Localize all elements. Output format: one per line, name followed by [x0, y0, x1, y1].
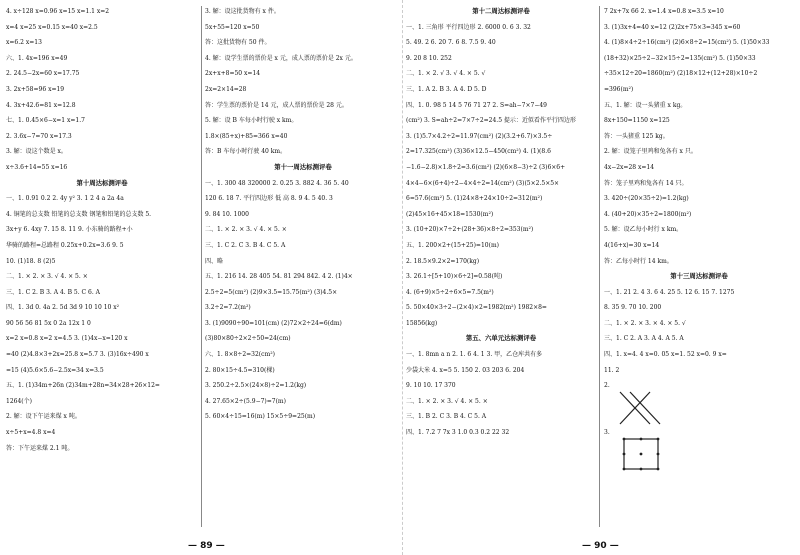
answer-text: 1264(个)	[6, 397, 32, 405]
answer-text: 3. 26.1÷[5+10)×6÷2]=0.58(吨)	[406, 273, 503, 281]
answer-line	[205, 82, 401, 98]
answer-text: 6=57.6(cm²) 5. (1)24×8+24×10÷2=312(m²)	[406, 195, 543, 203]
answer-text: 5. 解：设乙每小时行 x km。	[604, 226, 683, 234]
answer-line	[604, 285, 794, 301]
answer-text: 三、1. C 2. A 3. A 4. A 5. A	[604, 335, 684, 343]
answer-line	[604, 160, 794, 176]
answer-text: 11. 2	[604, 366, 620, 374]
answer-text: 二、1. × 2. × 3. √ 4. × 5. ×	[205, 226, 287, 234]
answer-text: 3. (10+20)×7÷2+(28+36)×8÷2=353(m²)	[406, 226, 534, 234]
answer-text: 4×4−6×(6+4)÷2−4×4÷2=14(cm²) (3)(5×2.5×5×	[406, 179, 560, 187]
column-divider	[201, 6, 202, 527]
answer-line	[406, 20, 596, 36]
answer-line	[205, 98, 401, 114]
grid-dot	[623, 467, 626, 470]
answer-line	[406, 409, 596, 425]
answer-text: 7 2x+7x 66 2. x=1.4 x=0.8 x=3.5 x=10	[604, 8, 724, 15]
answer-line	[205, 254, 401, 270]
answer-text: 一、1. 0.91 0.2 2. 4y y² 3. 1 2 4 a 2a 4a	[6, 195, 124, 203]
answer-text: x=2 x=0.8 x=2 x=4.5 3. (1)4x−x=120 x	[6, 335, 128, 343]
answer-text: 2x+x+8=50 x=14	[205, 70, 261, 78]
answer-line	[604, 20, 794, 36]
answer-text: 1.8×(85+x)+85=366 x=40	[205, 132, 288, 140]
answer-line	[205, 238, 401, 254]
answer-text: ÷35×12÷20=1860(m²) (2)18×12+(12+28)×10÷2	[604, 70, 758, 78]
answer-text: 3. 420÷(20×35÷2)=1.2(kg)	[604, 195, 689, 203]
section-heading	[406, 4, 596, 20]
answer-text: 3.2÷2=7.2(m²)	[205, 304, 251, 312]
answer-text: 七、1. 0.45×6−x=1 x=1.7	[6, 117, 85, 125]
answer-text: x=4 x=25 x=0.15 x=40 x=2.5	[6, 23, 98, 31]
answer-line	[6, 347, 198, 363]
answer-line	[205, 331, 401, 347]
answer-line	[406, 82, 596, 98]
answer-text: 5x+55=120 x=50	[205, 23, 260, 31]
answer-text: 2. 解：设笼子里鸡和兔各有 x 只。	[604, 148, 697, 156]
answer-text: 少袋大米 4. x=5 5. 150 2. 03 203 6. 204	[406, 366, 525, 374]
answer-text: 答：下午运来煤 2.1 吨。	[6, 444, 74, 452]
answer-line	[6, 394, 198, 410]
answer-text: 答：乙每小时行 14 km。	[604, 257, 673, 265]
square-dot-grid-figure	[616, 435, 676, 475]
answer-line	[205, 51, 401, 67]
answer-text: 2=17.325(cm²) (3)36×12.5−450(cm²) 4. (1)(8.6	[406, 148, 551, 156]
section-heading	[406, 331, 596, 347]
answer-text: 三、1. C 2. B 3. A 4. B 5. C 6. A	[6, 288, 100, 296]
answer-text: 8x+150=1150 x=125	[604, 117, 670, 125]
answer-line	[604, 129, 794, 145]
answer-text: 第五、六单元达标测评卷	[465, 334, 537, 343]
answer-text: 4. (6+9)×5÷2÷6×5=7.5(m²)	[406, 288, 494, 296]
grid-dot	[623, 437, 626, 440]
column-4	[604, 4, 794, 533]
answer-line	[205, 191, 401, 207]
answer-line	[406, 113, 596, 129]
answer-text: 3. 250.2÷2.5×(24×8)÷2=1.2(kg)	[205, 382, 307, 390]
answer-line	[604, 254, 794, 270]
answer-text: 四、1. 0. 98 5 14 5 76 71 27 2. S=ah−7×7−49	[406, 101, 547, 109]
answer-text: 四、1. 7.2 7 7x 3 1.0 0.3 0.2 22 32	[406, 429, 510, 437]
answer-line	[205, 4, 401, 20]
answer-line	[604, 222, 794, 238]
answer-text: 一、1. 8mn a n 2. 1. 6 4. 1 3. 甲，乙仓库共有多	[406, 351, 543, 359]
answer-line	[604, 331, 794, 347]
answer-line	[6, 207, 198, 223]
answer-text: 4(16+x)=30 x=14	[604, 241, 660, 249]
answer-text: =15 (4)5.6×5.6−2.5x=34 x=3.5	[6, 366, 104, 374]
answer-text: 五、1. 216 14. 28 405 54. 81 294 842. 4 2. (1)4×	[205, 273, 353, 281]
answer-line	[406, 425, 596, 441]
grid-dot	[657, 467, 660, 470]
answer-line	[205, 176, 401, 192]
answer-line	[205, 347, 401, 363]
answer-text: 5. 60×4÷15=16(m) 15×5÷9=25(m)	[205, 413, 316, 421]
answer-text: 3. (1)9090÷90=101(cm) (2)72×2÷24=6(dm)	[205, 319, 342, 327]
answer-text: 五、1. (1)34m+26n (2)34m+28n=34×28+26×12=	[6, 382, 160, 390]
answer-text: 3. 2x+58=96 x=19	[6, 85, 65, 93]
answer-line	[406, 347, 596, 363]
answer-line	[406, 269, 596, 285]
answer-text: 二、1. × 2. × 3. √ 4. × 5. ×	[406, 397, 488, 405]
section-heading	[6, 176, 198, 192]
answer-text: −1.6−2.8)×1.8÷2=3.6(cm²) (2)(6×8−3)÷2 (3)6×6+	[406, 163, 566, 171]
answer-text: 3. 解：设这批货物有 x 件。	[205, 8, 280, 15]
answer-text: 2. 18.5×9.2×2=170(kg)	[406, 257, 480, 265]
answer-text: 15856(kg)	[406, 319, 438, 327]
answer-line	[6, 66, 198, 82]
answer-text: 2.5÷2=5(cm²) (2)9×3.5=15.75(m²) (3)4.5×	[205, 288, 338, 296]
column-1	[6, 4, 198, 533]
grid-dot	[640, 452, 643, 455]
answer-text: =40 (2)4.8×3+2x=25.8 x=5.7 3. (3)16x÷490 x	[6, 351, 149, 359]
answer-text: 9. 20 8 10. 252	[406, 54, 452, 62]
answer-line	[604, 113, 794, 129]
answer-line	[406, 51, 596, 67]
answer-line	[604, 191, 794, 207]
answer-text: 二、1. × 2. × 3. × 4. × 5. √	[604, 319, 686, 327]
answer-text: 9. 10 10. 17 370	[406, 382, 456, 390]
answer-line	[6, 160, 198, 176]
answer-text: 2.	[604, 382, 610, 390]
answer-text: (3)80×80÷2×2÷50=24(cm)	[205, 335, 291, 343]
answer-text: 4. 3x+42.6=81 x=12.8	[6, 101, 76, 109]
answer-line	[205, 409, 401, 425]
answer-line	[406, 129, 596, 145]
answer-text: =396(m²)	[604, 85, 634, 93]
answer-line	[604, 300, 794, 316]
answer-text: 五、1. 200×2+(15+25)=10(m)	[406, 241, 499, 249]
answer-text: (2)45×16+45×18=1530(m²)	[406, 210, 494, 218]
answer-text: 一、1. 21 2. 4 3. 6 4. 25 5. 12 6. 15 7. 1275	[604, 288, 735, 296]
answer-line	[205, 394, 401, 410]
answer-line	[604, 35, 794, 51]
answer-line	[205, 113, 401, 129]
answer-line	[6, 254, 198, 270]
answer-line	[406, 35, 596, 51]
answer-line	[6, 441, 198, 457]
grid-dot	[640, 437, 643, 440]
answer-line	[6, 363, 198, 379]
answer-line	[604, 66, 794, 82]
answer-text: x=6.2 x=13	[6, 39, 42, 47]
answer-text: 4. (40+20)×35÷2=1800(m²)	[604, 210, 692, 218]
answer-line	[406, 394, 596, 410]
answer-text: 第十三周达标测评卷	[670, 272, 728, 281]
answer-text: 3x+y 6. 4xy 7. 15 8. 11 9. 小东骑的路程+小	[6, 226, 133, 234]
column-2	[205, 4, 401, 533]
answer-text: 答：一头猪重 125 kg。	[604, 132, 669, 140]
answer-text: (cm²) 3. S=ah÷2=7×7÷2=24.5 提示：近似看作平行四边形	[406, 117, 576, 125]
answer-line	[6, 82, 198, 98]
section-heading	[604, 269, 794, 285]
answer-line	[205, 207, 401, 223]
answer-text: 2. 24.5−2x=60 x=17.75	[6, 70, 80, 78]
answer-line	[6, 4, 198, 20]
answer-text: 3.	[604, 429, 610, 437]
answer-text: 三、1. C 2. C 3. B 4. C 5. A	[205, 241, 286, 249]
answer-line	[604, 98, 794, 114]
answer-text: 10. (1)18. 8 (2)5	[6, 257, 56, 265]
answer-line	[406, 285, 596, 301]
answer-text: 2. 3.6x−7=70 x=17.3	[6, 132, 72, 140]
answer-line	[205, 316, 401, 332]
answer-text: 5. 49. 2 6. 20 7. 6 8. 7.5 9. 40	[406, 39, 496, 47]
answer-line	[6, 35, 198, 51]
grid-dot	[640, 467, 643, 470]
answer-text: 4. 解：设学生票的票价是 x 元，成人票的票价是 2x 元。	[205, 54, 357, 62]
answer-line	[205, 363, 401, 379]
grid-dot	[657, 452, 660, 455]
answer-line	[406, 98, 596, 114]
answer-text: 答：B 车每小时行驶 40 km。	[205, 148, 287, 156]
page-number-right: — 90 —	[582, 541, 619, 551]
answer-line	[406, 176, 596, 192]
answer-text: 六、1. 8×8÷2=32(cm²)	[205, 351, 275, 359]
answer-line	[406, 300, 596, 316]
answer-text: 三、1. A 2. B 3. A 4. D 5. D	[406, 85, 487, 93]
answer-line	[205, 222, 401, 238]
answer-text: 四、略	[205, 257, 224, 265]
section-heading	[205, 160, 401, 176]
answer-line	[406, 144, 596, 160]
answer-text: 90 56 56 81 5x 0 2a 12x 1 0	[6, 319, 91, 327]
answer-line	[406, 254, 596, 270]
answer-line	[6, 129, 198, 145]
answer-line	[205, 66, 401, 82]
answer-text: 5. 50×40×3÷2−(2×4)×2=1982(m²) 1982×8=	[406, 304, 547, 312]
answer-text: 120 6. 18 7. 平行四边形 低 高 8. 9 4. 5 40. 3	[205, 195, 333, 203]
column-3	[406, 4, 596, 533]
answer-line	[406, 66, 596, 82]
answer-text: 4. (1)8×4÷2÷16(cm²) (2)6×8÷2=15(cm²) 5. (1)50×33	[604, 39, 770, 47]
answer-line	[406, 238, 596, 254]
answer-line	[6, 378, 198, 394]
answer-text: 2x=2×14=28	[205, 85, 247, 93]
answer-line	[6, 144, 198, 160]
answer-line	[205, 129, 401, 145]
answer-line	[406, 363, 596, 379]
answer-text: 六、1. 4x=196 x=49	[6, 54, 68, 62]
answer-line	[205, 269, 401, 285]
answer-text: 二、1. × 2. √ 3. √ 4. × 5. √	[406, 70, 486, 78]
answer-line	[604, 51, 794, 67]
answer-text: 3. (1)3x+4=40 x=12 (2)2x+75×3=345 x=60	[604, 23, 741, 31]
answer-text: 一、1. 三角形 平行四边形 2. 6000 0. 6 3. 32	[406, 23, 531, 31]
answer-line	[406, 222, 596, 238]
answer-line	[406, 316, 596, 332]
answer-line	[604, 347, 794, 363]
answer-line	[604, 4, 794, 20]
answer-line	[406, 160, 596, 176]
grid-dot	[657, 437, 660, 440]
answer-text: 一、1. 300 48 320000 2. 0.25 3. 882 4. 36 5. 40	[205, 179, 349, 187]
answer-text: 9. 84 10. 1000	[205, 210, 249, 218]
answer-text: (18+32)×25÷2−32×15÷2=135(cm²) 5. (1)50×33	[604, 54, 756, 62]
answer-text: 4. x÷128 x=0.96 x=15 x=1.1 x=2	[6, 8, 110, 15]
answer-text: 4x−2x=28 x=14	[604, 163, 655, 171]
answer-line	[205, 300, 401, 316]
answer-line	[6, 269, 198, 285]
answer-line	[406, 378, 596, 394]
answer-text: 第十周达标测评卷	[76, 178, 128, 187]
answer-line	[604, 82, 794, 98]
answer-text: 第十一周达标测评卷	[274, 162, 332, 171]
answer-text: 3. (1)5.7×4.2÷2=11.97(cm²) (2)(3.2+6.7)×3.5÷	[406, 132, 553, 140]
answer-text: 华骑的路程=总路程 0.25x+0.2x=3.6 9. 5	[6, 241, 124, 249]
crossing-lines-figure	[616, 388, 676, 428]
answer-text: 答：这批货物有 50 件。	[205, 39, 271, 47]
answer-line	[205, 35, 401, 51]
answer-line	[6, 425, 198, 441]
answer-text: 第十二周达标测评卷	[472, 7, 530, 15]
answer-text: 二、1. × 2. × 3. √ 4. × 5. ×	[6, 273, 88, 281]
answer-line	[6, 300, 198, 316]
answer-text: 三、1. B 2. C 3. B 4. C 5. A	[406, 413, 487, 421]
answer-text: 5. 解：设 B 车每小时行驶 x km。	[205, 117, 298, 125]
answer-line	[6, 20, 198, 36]
answer-line	[604, 363, 794, 379]
answer-line	[6, 191, 198, 207]
answer-text: 4. 铜笔的总支数 铅笔的总支数 钢笔和铅笔的总支数 5.	[6, 210, 152, 218]
answer-text: 8. 35 9. 70 10. 200	[604, 304, 662, 312]
answer-line	[6, 409, 198, 425]
answer-line	[6, 222, 198, 238]
answer-text: 3. 解：设这个数是 x。	[6, 148, 67, 156]
answer-line	[205, 378, 401, 394]
answer-text: 答：笼子里鸡和兔各有 14 只。	[604, 179, 688, 187]
answer-line	[205, 285, 401, 301]
answer-line	[604, 238, 794, 254]
answer-line	[604, 176, 794, 192]
grid-dot	[623, 452, 626, 455]
answer-text: 五、1. 解：设一头猪重 x kg。	[604, 101, 687, 109]
column-divider	[599, 6, 600, 527]
answer-line	[6, 331, 198, 347]
page-spine	[402, 0, 403, 555]
answer-line	[6, 51, 198, 67]
answer-line	[6, 113, 198, 129]
answer-line	[406, 191, 596, 207]
answer-line	[6, 316, 198, 332]
answer-line	[604, 144, 794, 160]
answer-text: 4. 27.65×2÷(5.9−7)=7(m)	[205, 397, 286, 405]
answer-text: 答：学生票的票价是 14 元，成人票的票价是 28 元。	[205, 101, 348, 109]
answer-line	[406, 207, 596, 223]
answer-text: x÷5+x=4.8 x=4	[6, 429, 56, 437]
answer-text: x÷3.6+14=55 x=16	[6, 163, 68, 171]
answer-line	[6, 285, 198, 301]
page-number-left: — 89 —	[188, 541, 225, 551]
answer-line	[604, 207, 794, 223]
answer-line	[6, 98, 198, 114]
answer-text: 四、1. x=4. 4 x=0. 05 x=1. 52 x=0. 9 x=	[604, 351, 727, 359]
answer-text: 四、1. 3d 0. 4a 2. 5d 3d 9 10 10 10 x²	[6, 304, 120, 312]
answer-text: 2. 解：设下午运来煤 x 吨。	[6, 413, 81, 421]
answer-line	[604, 316, 794, 332]
answer-text: 2. 80×15÷4.5=310(棵)	[205, 366, 275, 374]
answer-line	[205, 20, 401, 36]
answer-line	[205, 144, 401, 160]
answer-line	[6, 238, 198, 254]
